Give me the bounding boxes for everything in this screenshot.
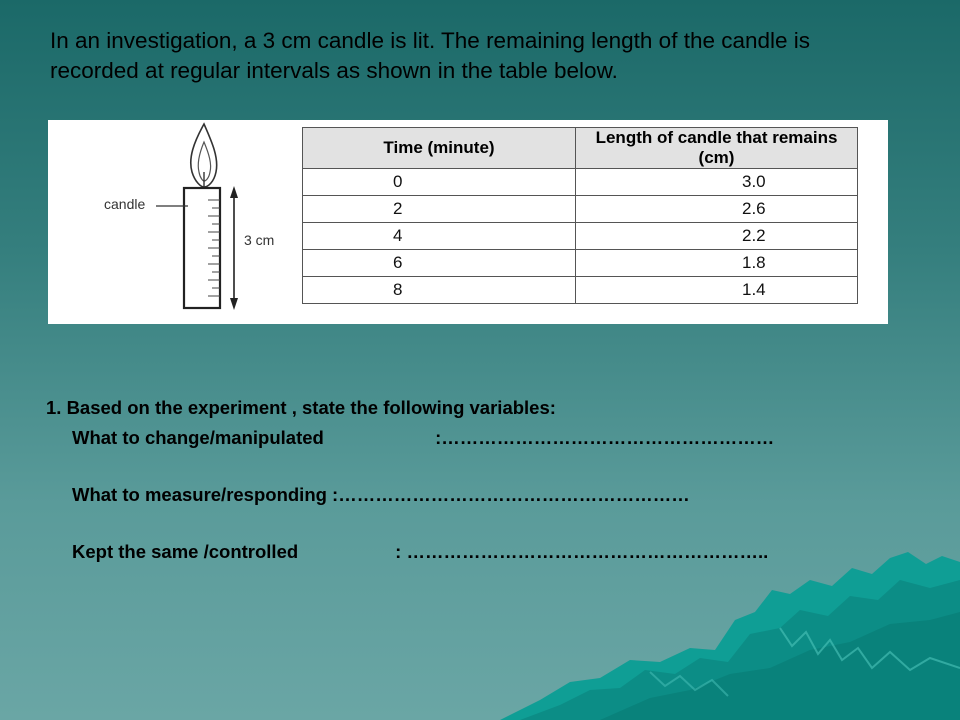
intro-line-1: In an investigation, a 3 cm candle is lit. The remaining length of the candle is: [50, 28, 811, 53]
length-cell: 2.6: [576, 196, 858, 223]
time-cell: 2: [303, 196, 576, 223]
time-cell: 6: [303, 250, 576, 277]
table-row: [303, 223, 858, 250]
responding-answer-blank[interactable]: :…………………………………………………: [326, 484, 690, 505]
time-cell: 0: [303, 169, 576, 196]
controlled-answer-blank[interactable]: : …………………………………………………..: [390, 541, 769, 562]
column-header-length: Length of candle that remains (cm): [576, 128, 858, 169]
question-title: 1. Based on the experiment , state the following variables:: [46, 397, 556, 418]
column-header-time: Time (minute): [303, 128, 576, 169]
intro-text: [50, 26, 955, 86]
time-cell: 8: [303, 277, 576, 304]
manipulated-answer-blank[interactable]: :………………………………………………: [430, 427, 775, 448]
time-cell: 4: [303, 223, 576, 250]
manipulated-variable-line: [72, 427, 774, 449]
controlled-label: Kept the same /controlled: [72, 541, 299, 562]
table-row: [303, 250, 858, 277]
responding-variable-line: [72, 484, 690, 506]
responding-label: What to measure/responding: [72, 484, 327, 505]
controlled-variable-line: [72, 541, 768, 563]
length-cell: 3.0: [576, 169, 858, 196]
table-row: [303, 196, 858, 223]
figure-panel: [48, 120, 888, 324]
intro-line-2: recorded at regular intervals as shown in the table below.: [50, 58, 618, 83]
length-cell: 1.4: [576, 277, 858, 304]
table-row: [303, 277, 858, 304]
candle-illustration: [48, 120, 298, 324]
manipulated-label: What to change/manipulated: [72, 427, 324, 448]
dimension-label: 3 cm: [244, 232, 275, 248]
candle-data-table: [302, 127, 858, 304]
mountain-landscape: [480, 550, 960, 720]
length-cell: 1.8: [576, 250, 858, 277]
length-cell: 2.2: [576, 223, 858, 250]
table-row: [303, 169, 858, 196]
candle-label: candle: [104, 196, 146, 212]
table-header-row: [303, 128, 858, 169]
